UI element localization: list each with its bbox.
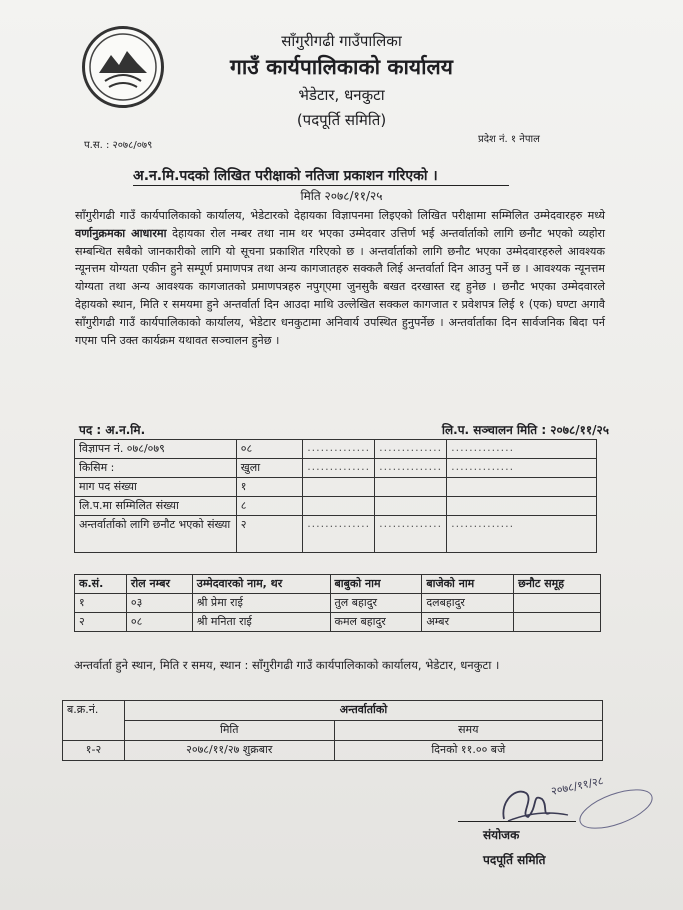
vacancy-row-label: माग पद संख्या bbox=[75, 478, 237, 497]
signature-stamp-icon bbox=[498, 763, 658, 833]
blank-cell: .............. bbox=[375, 459, 447, 478]
interview-serial: १-२ bbox=[63, 741, 125, 761]
post-label: पद : अ.न.मि. bbox=[79, 423, 146, 437]
interview-table bbox=[62, 700, 603, 761]
cell-serial: १ bbox=[75, 594, 127, 613]
cell-roll: ०८ bbox=[126, 613, 192, 632]
post-info-line bbox=[79, 421, 609, 438]
notice-body bbox=[75, 207, 605, 349]
table-row bbox=[75, 459, 597, 478]
column-header: बाजेको नाम bbox=[422, 575, 514, 594]
cell-name: श्री मनिता राई bbox=[192, 613, 330, 632]
signatory-committee: पदपूर्ति समिति bbox=[483, 853, 546, 867]
vacancy-row-label: अन्तर्वार्ताको लागि छनौट भएको संख्या bbox=[75, 516, 237, 553]
signature-date-text: २०७८/११/२८ bbox=[549, 774, 605, 798]
table-row bbox=[75, 594, 601, 613]
cell-group bbox=[514, 613, 601, 632]
cell-father: तुल बहादुर bbox=[330, 594, 422, 613]
blank-cell bbox=[375, 478, 447, 497]
reference-number: प.स. : २०७८/०७९ bbox=[84, 140, 153, 151]
blank-cell bbox=[303, 478, 375, 497]
interview-group-header: अन्तर्वार्ताको bbox=[124, 701, 602, 721]
notice-subject: अ.न.मि.पदको लिखित परीक्षाको नतिजा प्रकाशन गरिएको । bbox=[133, 168, 438, 184]
table-header-row bbox=[63, 721, 603, 741]
table-row bbox=[75, 478, 597, 497]
vacancy-table bbox=[74, 439, 597, 553]
blank-cell: .............. bbox=[447, 459, 597, 478]
table-row bbox=[75, 613, 601, 632]
table-row bbox=[75, 497, 597, 516]
blank-cell: .............. bbox=[447, 440, 597, 459]
vacancy-row-value: ८ bbox=[236, 497, 302, 516]
blank-cell: .............. bbox=[303, 440, 375, 459]
blank-cell bbox=[303, 497, 375, 516]
cell-roll: ०३ bbox=[126, 594, 192, 613]
blank-cell bbox=[447, 497, 597, 516]
blank-cell bbox=[447, 478, 597, 497]
table-row bbox=[75, 440, 597, 459]
blank-cell: .............. bbox=[375, 516, 447, 553]
table-row bbox=[75, 516, 597, 553]
blank-cell: .............. bbox=[447, 516, 597, 553]
subject-underline bbox=[133, 185, 509, 186]
cell-serial: २ bbox=[75, 613, 127, 632]
body-text-start: साँगुरीगढी गाउँ कार्यपालिकाको कार्यालय, भेडेटारको देहायका विज्ञापनमा लिइएको लिखित परीक्षामा सम्मिलित उम्मेदवारहरु मध्ये bbox=[75, 209, 605, 222]
vacancy-row-value: २ bbox=[236, 516, 302, 553]
municipality-name: साँगुरीगढी गाउँपालिका bbox=[281, 32, 402, 50]
exam-date: लि.प. सञ्चालन मिति : २०७८/११/२५ bbox=[441, 423, 609, 437]
blank-cell: .............. bbox=[303, 459, 375, 478]
cell-grandfather: अम्बर bbox=[422, 613, 514, 632]
table-header-row bbox=[63, 701, 603, 721]
blank-cell: .............. bbox=[375, 440, 447, 459]
time-header: समय bbox=[334, 721, 602, 741]
interview-time: दिनको ११.०० बजे bbox=[334, 741, 602, 761]
table-header-row bbox=[75, 575, 601, 594]
committee-name: (पदपूर्ति समिति) bbox=[296, 111, 387, 129]
column-header: छनौट समूह bbox=[514, 575, 601, 594]
vacancy-row-value: ०८ bbox=[236, 440, 302, 459]
column-header: उम्मेदवारको नाम, थर bbox=[192, 575, 330, 594]
cell-name: श्री प्रेमा राई bbox=[192, 594, 330, 613]
serial-header: ब.क्र.नं. bbox=[63, 701, 125, 741]
vacancy-row-label: विज्ञापन नं. ०७८/०७९ bbox=[75, 440, 237, 459]
candidates-table bbox=[74, 574, 601, 632]
cell-father: कमल बहादुर bbox=[330, 613, 422, 632]
cell-group bbox=[514, 594, 601, 613]
blank-cell bbox=[375, 497, 447, 516]
signature-line bbox=[458, 821, 576, 822]
vacancy-row-label: लि.प.मा सम्मिलित संख्या bbox=[75, 497, 237, 516]
province-label: प्रदेश नं. १ नेपाल bbox=[478, 134, 540, 145]
table-row bbox=[63, 741, 603, 761]
venue-text: अन्तर्वार्ता हुने स्थान, मिति र समय, स्थान : साँगुरीगढी गाउँ कार्यपालिकाको कार्यालय, भेडेटार, धनकुटा । bbox=[74, 658, 500, 672]
office-location: भेडेटार, धनकुटा bbox=[298, 86, 385, 104]
cell-grandfather: दलबहादुर bbox=[422, 594, 514, 613]
vacancy-row-value: १ bbox=[236, 478, 302, 497]
body-text-end: देहायका रोल नम्बर तथा नाम थर भएका उम्मेदवार उत्तिर्ण भई अन्तर्वार्ताको लागि छनौट भएको व्यहोरा सम्बन्धित सबैको जानकारीको लागि यो सूचना प्रकाशित गरिएको छ । अन्तर्वार्ताको लागि छनौट भएका उम्मेदवारहरुले आवश्यक न्यूनत्तम योग्यता एकीन हुने सम्पूर्ण प्रमाणपत्र तथा अन्य कागजातहरु सक्कलै लिई अन्तर्वार्ता दिन आउनु पर्ने छ । आवश्यक न्यूनत्तम योग्यता तथा अन्य आवश्यक कागजातको प्रमाणपत्रहरु नपुग्एमा जुनसुकै बखत दरखास्त रद्द हुनेछ । छनौट भएका उम्मेदवारले देहायको स्थान, मिति र समयमा हुने अन्तर्वार्ता दिन आउदा माथि उल्लेखित सक्कल कागजात र प्रवेशपत्र लिई १ (एक) घण्टा अगावै साँगुरीगढी गाउँ कार्यपालिकाको कार्यालय, भेडेटार धनकुटामा अनिवार्य उपस्थित हुनुपर्नेछ । अन्तर्वार्ताका दिन सार्वजनिक बिदा पर्न गएमा पनि उक्त कार्यक्रम यथावत सञ्चालन हुनेछ । bbox=[75, 226, 605, 347]
vacancy-row-value: खुला bbox=[236, 459, 302, 478]
office-name: गाउँ कार्यपालिकाको कार्यालय bbox=[230, 55, 453, 79]
notice-date: मिति २०७८/११/२५ bbox=[300, 189, 383, 203]
vacancy-row-label: किसिम : bbox=[75, 459, 237, 478]
column-header: क.सं. bbox=[75, 575, 127, 594]
signatory-role: संयोजक bbox=[483, 828, 520, 842]
blank-cell: .............. bbox=[303, 516, 375, 553]
interview-date: २०७८/११/२७ शुक्रबार bbox=[124, 741, 334, 761]
column-header: रोल नम्बर bbox=[126, 575, 192, 594]
column-header: बाबुको नाम bbox=[330, 575, 422, 594]
body-text-bold: वर्णानुक्रमका आधारमा bbox=[75, 226, 167, 240]
date-header: मिति bbox=[124, 721, 334, 741]
